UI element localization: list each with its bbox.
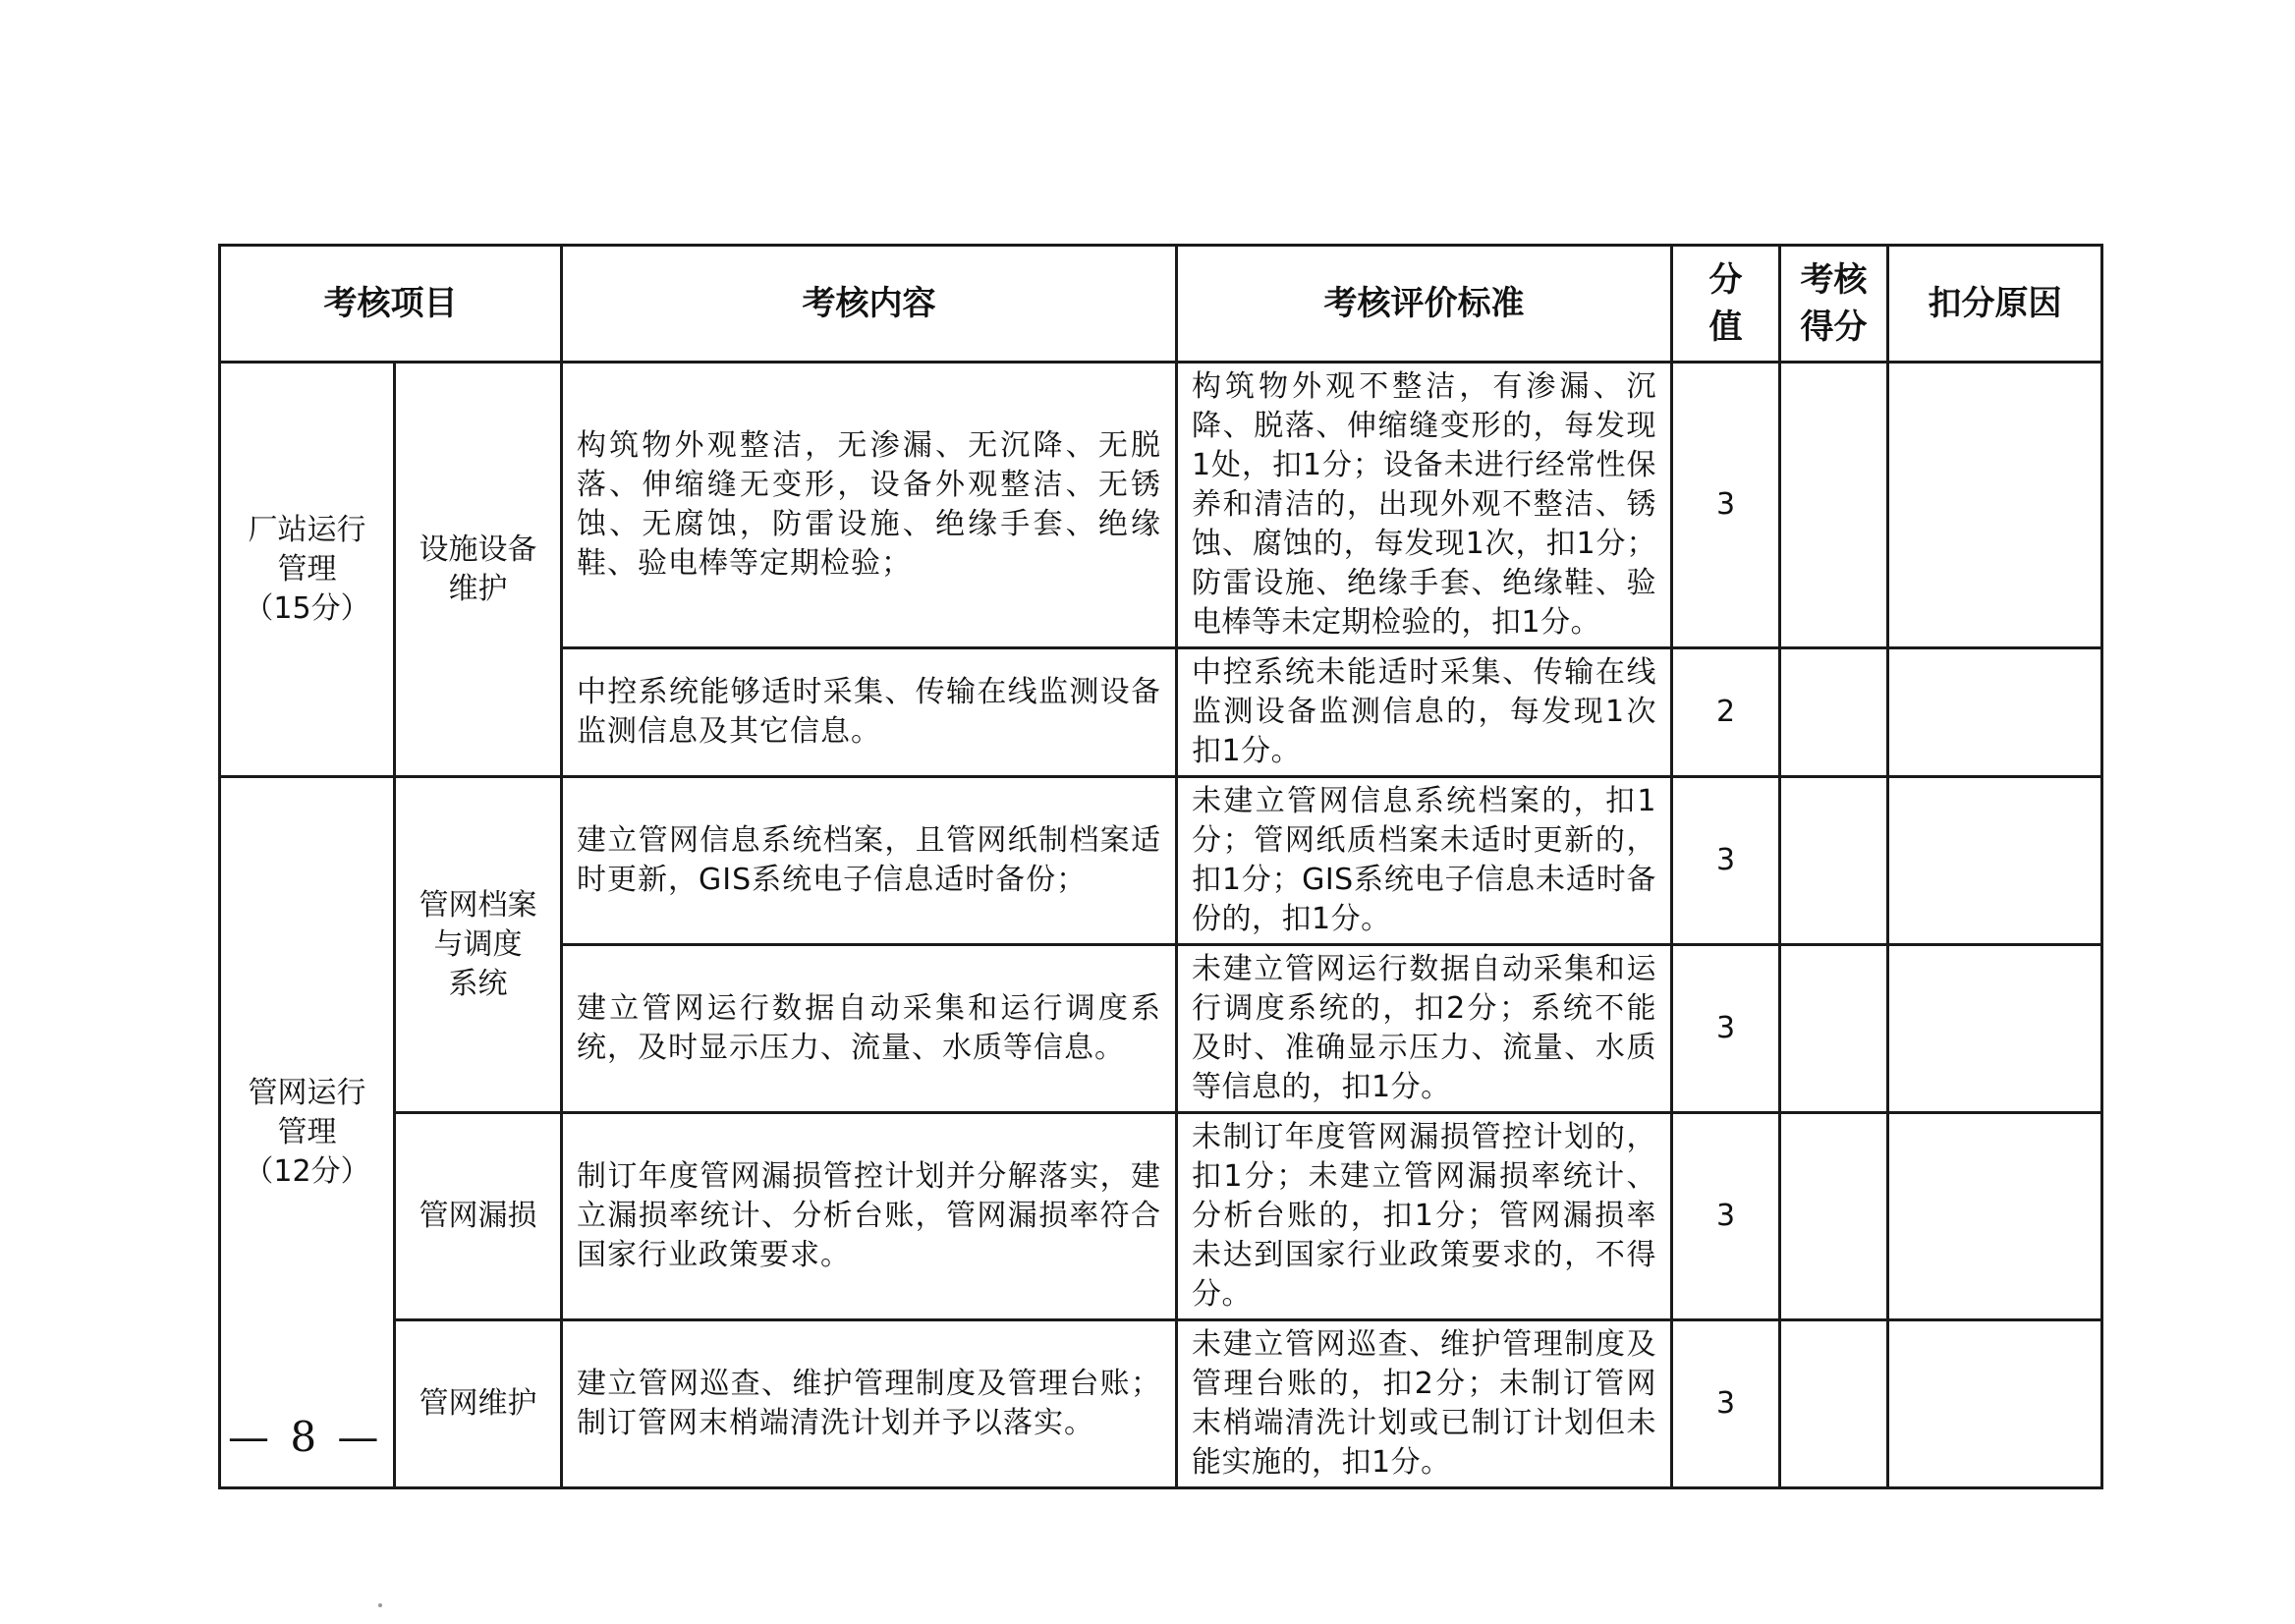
category-label: 厂站运行 bbox=[248, 512, 366, 547]
criteria-cell: 中控系统未能适时采集、传输在线监测设备监测信息的，每发现1次扣1分。 bbox=[1177, 648, 1672, 777]
criteria-cell: 未建立管网信息系统档案的，扣1分；管网纸质档案未适时更新的，扣1分；GIS系统电子信息未适时备份的，扣1分。 bbox=[1177, 777, 1672, 945]
criteria-cell: 构筑物外观不整洁，有渗漏、沉降、脱落、伸缩缝变形的，每发现1处，扣1分；设备未进行经常性保养和清洁的，出现外观不整洁、锈蚀、腐蚀的，每发现1次，扣1分；防雷设施、绝缘手套、绝缘鞋、验电棒等未定期检验的，扣1分。 bbox=[1177, 363, 1672, 648]
score-cell: 3 bbox=[1672, 945, 1780, 1113]
category-label: 管理 bbox=[277, 551, 337, 587]
header-score-line2: 值 bbox=[1708, 308, 1743, 347]
subcategory-label: 与调度 bbox=[433, 926, 523, 962]
header-row bbox=[220, 246, 2102, 363]
content-cell: 建立管网运行数据自动采集和运行调度系统，及时显示压力、流量、水质等信息。 bbox=[562, 945, 1177, 1113]
subcategory-label: 管网漏损 bbox=[419, 1199, 537, 1233]
score-cell: 3 bbox=[1672, 363, 1780, 648]
got-score-cell[interactable] bbox=[1780, 945, 1888, 1113]
assessment-table bbox=[218, 244, 2103, 1489]
content-cell: 构筑物外观整洁，无渗漏、无沉降、无脱落、伸缩缝无变形，设备外观整洁、无锈蚀、无腐蚀，防雷设施、绝缘手套、绝缘鞋、验电棒等定期检验； bbox=[562, 363, 1177, 648]
subcategory-cell bbox=[395, 777, 562, 1113]
subcategory-label: 系统 bbox=[448, 966, 508, 1001]
reason-cell[interactable] bbox=[1888, 363, 2102, 648]
score-cell: 2 bbox=[1672, 648, 1780, 777]
content-cell: 制订年度管网漏损管控计划并分解落实，建立漏损率统计、分析台账，管网漏损率符合国家行业政策要求。 bbox=[562, 1113, 1177, 1320]
content-cell: 建立管网信息系统档案，且管网纸制档案适时更新，GIS系统电子信息适时备份； bbox=[562, 777, 1177, 945]
got-score-cell[interactable] bbox=[1780, 777, 1888, 945]
subcategory-label: 维护 bbox=[448, 571, 508, 606]
reason-cell[interactable] bbox=[1888, 1113, 2102, 1320]
category-label: 管网运行 bbox=[248, 1075, 366, 1110]
page-number: — 8 — bbox=[228, 1413, 383, 1461]
reason-cell[interactable] bbox=[1888, 945, 2102, 1113]
criteria-cell: 未建立管网运行数据自动采集和运行调度系统的，扣2分；系统不能及时、准确显示压力、流量、水质等信息的，扣1分。 bbox=[1177, 945, 1672, 1113]
category-label: 管理 bbox=[277, 1114, 337, 1149]
score-cell: 3 bbox=[1672, 1320, 1780, 1488]
header-score-line1: 分 bbox=[1708, 260, 1743, 300]
content-cell: 中控系统能够适时采集、传输在线监测设备监测信息及其它信息。 bbox=[562, 648, 1177, 777]
reason-cell[interactable] bbox=[1888, 777, 2102, 945]
header-content: 考核内容 bbox=[562, 246, 1177, 363]
header-got-score bbox=[1780, 246, 1888, 363]
table-row bbox=[220, 1113, 2102, 1320]
subcategory-cell bbox=[395, 1113, 562, 1320]
header-criteria: 考核评价标准 bbox=[1177, 246, 1672, 363]
header-score bbox=[1672, 246, 1780, 363]
category-score: （15分） bbox=[244, 590, 370, 626]
scan-speck bbox=[378, 1603, 382, 1607]
subcategory-cell bbox=[395, 363, 562, 777]
category-score: （12分） bbox=[244, 1153, 370, 1189]
table-row bbox=[220, 363, 2102, 648]
criteria-cell: 未制订年度管网漏损管控计划的，扣1分；未建立管网漏损率统计、分析台账的，扣1分；管网漏损率未达到国家行业政策要求的，不得分。 bbox=[1177, 1113, 1672, 1320]
table-row bbox=[220, 1320, 2102, 1488]
header-item: 考核项目 bbox=[220, 246, 562, 363]
got-score-cell[interactable] bbox=[1780, 1320, 1888, 1488]
score-cell: 3 bbox=[1672, 1113, 1780, 1320]
content-cell: 建立管网巡查、维护管理制度及管理台账；制订管网末梢端清洗计划并予以落实。 bbox=[562, 1320, 1177, 1488]
subcategory-label: 设施设备 bbox=[419, 532, 537, 567]
criteria-cell: 未建立管网巡查、维护管理制度及管理台账的，扣2分；未制订管网末梢端清洗计划或已制订计划但未能实施的，扣1分。 bbox=[1177, 1320, 1672, 1488]
subcategory-cell bbox=[395, 1320, 562, 1488]
header-got-line2: 得分 bbox=[1800, 308, 1868, 347]
score-cell: 3 bbox=[1672, 777, 1780, 945]
got-score-cell[interactable] bbox=[1780, 1113, 1888, 1320]
subcategory-label: 管网档案 bbox=[419, 887, 537, 923]
reason-cell[interactable] bbox=[1888, 648, 2102, 777]
category-cell bbox=[220, 777, 395, 1488]
reason-cell[interactable] bbox=[1888, 1320, 2102, 1488]
header-got-line1: 考核 bbox=[1800, 260, 1868, 300]
got-score-cell[interactable] bbox=[1780, 648, 1888, 777]
category-cell bbox=[220, 363, 395, 777]
header-reason: 扣分原因 bbox=[1888, 246, 2102, 363]
table-row bbox=[220, 777, 2102, 945]
subcategory-label: 管网维护 bbox=[419, 1386, 537, 1421]
got-score-cell[interactable] bbox=[1780, 363, 1888, 648]
